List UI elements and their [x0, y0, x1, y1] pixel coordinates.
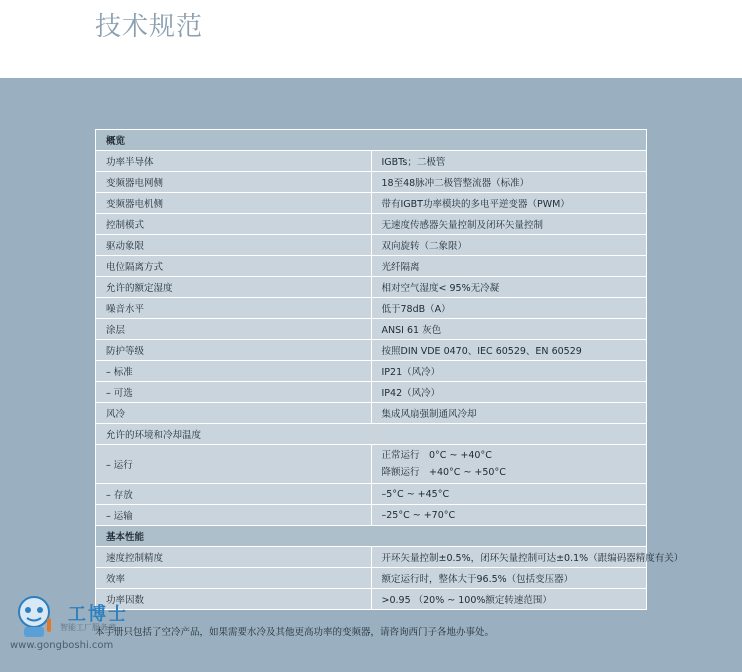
spec-row [96, 319, 647, 340]
spec-row [96, 193, 647, 214]
spec-label: 允许的额定湿度 [96, 277, 372, 298]
spec-label: – 标准 [96, 361, 372, 382]
section-title: 基本性能 [96, 526, 647, 547]
spec-label: 电位隔离方式 [96, 256, 372, 277]
spec-label: 功率因数 [96, 589, 372, 610]
spec-value-line: 降额运行 +40°C ~ +50°C [381, 467, 506, 478]
spec-value: 额定运行时，整体大于96.5%（包括变压器） [371, 568, 647, 589]
section-header-row [96, 130, 647, 151]
spec-value: IP42（风冷） [371, 382, 647, 403]
spec-label: 风冷 [96, 403, 372, 424]
spec-row [96, 277, 647, 298]
spec-row [96, 340, 647, 361]
spec-row [96, 505, 647, 526]
spec-label: 变频器电网侧 [96, 172, 372, 193]
spec-value: –25°C ~ +70°C [371, 505, 647, 526]
spec-value: 按照DIN VDE 0470、IEC 60529、EN 60529 [371, 340, 647, 361]
spec-label: 速度控制精度 [96, 547, 372, 568]
spec-value: 相对空气湿度< 95%无冷凝 [371, 277, 647, 298]
watermark-logo [10, 592, 150, 662]
spec-row [96, 298, 647, 319]
spec-value: 带有IGBT功率模块的多电平逆变器（PWM） [371, 193, 647, 214]
spec-row [96, 445, 647, 484]
spec-value: 低于78dB（A） [371, 298, 647, 319]
spec-row [96, 151, 647, 172]
footnote: 本手册只包括了空冷产品，如果需要水冷及其他更高功率的变频器，请咨询西门子各地办事处。 [95, 627, 495, 638]
spec-label: 驱动象限 [96, 235, 372, 256]
watermark-url: www.gongboshi.com [10, 640, 114, 651]
spec-label: 效率 [96, 568, 372, 589]
spec-row [96, 235, 647, 256]
spec-value [371, 445, 647, 484]
spec-value: 开环矢量控制±0.5%，闭环矢量控制可达±0.1%（跟编码器精度有关） [371, 547, 647, 568]
group-title: 允许的环境和冷却温度 [96, 424, 647, 445]
spec-value: IP21（风冷） [371, 361, 647, 382]
spec-value-line: 正常运行 0°C ~ +40°C [381, 450, 492, 461]
spec-row [96, 172, 647, 193]
spec-value: –5°C ~ +45°C [371, 484, 647, 505]
watermark-tagline: 智能工厂服务商 [60, 623, 116, 632]
spec-table [95, 129, 684, 610]
group-header-row [96, 424, 647, 445]
spec-row [96, 403, 647, 424]
spec-label: – 存放 [96, 484, 372, 505]
spec-row [96, 589, 647, 610]
spec-value: 集成风扇强制通风冷却 [371, 403, 647, 424]
section-header-row [96, 526, 647, 547]
spec-row [96, 568, 647, 589]
spec-row [96, 214, 647, 235]
spec-value: IGBTs；二极管 [371, 151, 647, 172]
spec-value: 光纤隔离 [371, 256, 647, 277]
spec-row [96, 484, 647, 505]
spec-value: 双向旋转（二象限） [371, 235, 647, 256]
watermark-name: 工博士 [68, 604, 128, 625]
spec-value: 无速度传感器矢量控制及闭环矢量控制 [371, 214, 647, 235]
spec-row [96, 361, 647, 382]
spec-label: – 运输 [96, 505, 372, 526]
page-title: 技术规范 [95, 12, 204, 42]
spec-label: 控制模式 [96, 214, 372, 235]
spec-value: ANSI 61 灰色 [371, 319, 647, 340]
spec-label: 涂层 [96, 319, 372, 340]
robot-mascot-icon [14, 592, 60, 640]
spec-label: 噪音水平 [96, 298, 372, 319]
spec-row [96, 256, 647, 277]
spec-label: 功率半导体 [96, 151, 372, 172]
section-title: 概览 [96, 130, 647, 151]
spec-label: – 运行 [96, 445, 372, 484]
spec-value: >0.95 （20% ~ 100%额定转速范围） [371, 589, 647, 610]
spec-row [96, 547, 647, 568]
spec-row [96, 382, 647, 403]
spec-value: 18至48脉冲二极管整流器（标准） [371, 172, 647, 193]
spec-label: 防护等级 [96, 340, 372, 361]
spec-label: – 可选 [96, 382, 372, 403]
spec-label: 变频器电机侧 [96, 193, 372, 214]
